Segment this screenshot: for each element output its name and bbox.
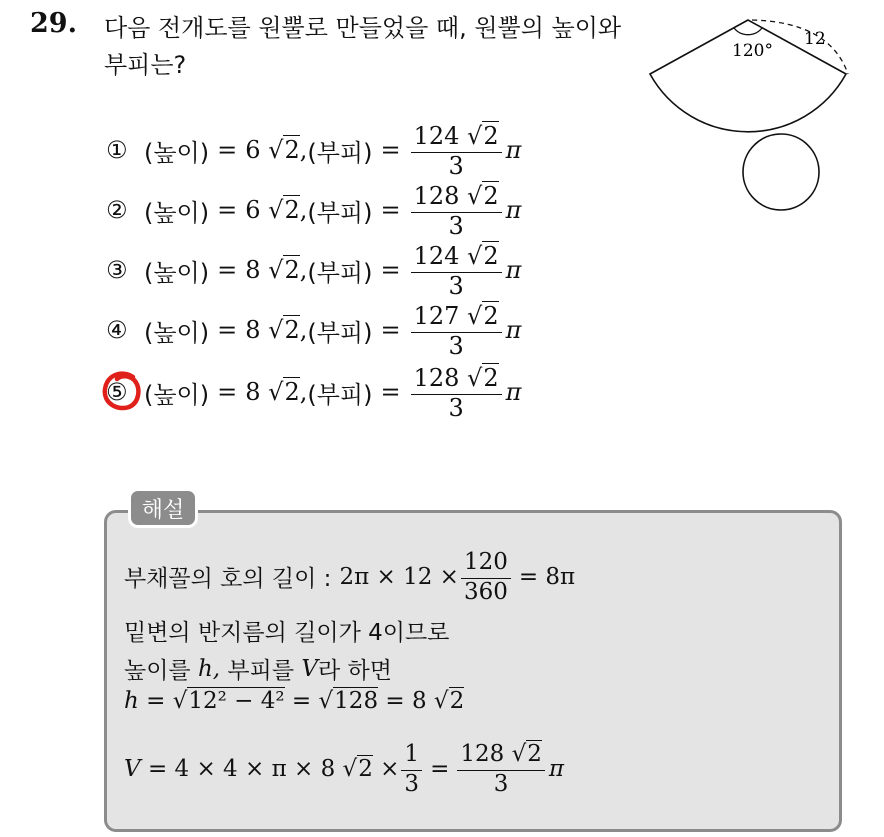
sqrt-expression: √12² − 4² <box>172 688 285 714</box>
arc-length-text: 부채꼴의 호의 길이 : <box>124 566 332 592</box>
choice-number: ② <box>106 196 128 224</box>
choice-2[interactable]: ② (높이) = 6 √2 , (부피) = $\frac{128 √2}{3}$ π <box>106 181 522 240</box>
volume-fraction: $\frac{128 √2}{3}$ <box>411 182 502 239</box>
volume-label: (부피) <box>307 380 373 409</box>
choice-number: ③ <box>106 256 128 284</box>
height-label: (높이) <box>144 138 210 167</box>
height-label: (높이) <box>144 318 210 347</box>
cone-net-figure <box>640 12 870 222</box>
volume-fraction: $\frac{127 √2}{3}$ <box>411 302 502 359</box>
choice-1[interactable]: ① (높이) = 6 √2 , (부피) = $\frac{124 √2}{3}$ π <box>106 121 522 180</box>
question-number: 29. <box>30 8 77 39</box>
choice-number: ④ <box>106 316 128 344</box>
volume-label: (부피) <box>307 138 373 167</box>
solution-line-4: h = √12² − 4² = √128 = 8 √2 <box>124 688 465 714</box>
question-text: 다음 전개도를 원뿔로 만들었을 때, 원뿔의 높이와 부피는? <box>104 14 622 79</box>
arc-length-result: = 8π <box>518 563 576 590</box>
volume-fraction: $\frac{124 √2}{3}$ <box>411 242 502 299</box>
height-value: 8 <box>245 256 261 284</box>
height-value: 6 <box>245 136 261 164</box>
angle-label: 120° <box>732 41 773 61</box>
arc-fraction: $\frac{120}{360}$ <box>461 548 511 605</box>
solution-tag: 해설 <box>128 488 198 528</box>
choice-4[interactable]: ④ (높이) = 8 √2 , (부피) = $\frac{127 √2}{3}$ π <box>106 301 522 360</box>
choice-number: ⑤ <box>106 378 144 406</box>
solution-line-1 <box>124 548 575 605</box>
volume-fraction: $\frac{128 √2}{3}$ <box>457 740 545 797</box>
volume-fraction: $\frac{128 √2}{3}$ <box>411 364 502 421</box>
volume-label: (부피) <box>307 198 373 227</box>
choice-5[interactable]: ⑤ (높이) = 8 √2 , (부피) = $\frac{128 √2}{3}$ π <box>106 364 521 420</box>
solution-line-5: V = 4 × 4 × π × 8 √2 × $\frac{1}{3}$ = $\frac{128 √2}{3}$ π <box>124 741 564 797</box>
solution-line-2: 밑변의 반지름의 길이가 4이므로 <box>124 620 450 646</box>
base-circle <box>743 134 819 210</box>
height-value: 6 <box>245 196 261 224</box>
height-label: (높이) <box>144 380 210 409</box>
one-third-fraction: $\frac{1}{3}$ <box>401 740 422 797</box>
height-value: 8 <box>245 316 261 344</box>
choice-number: ① <box>106 136 128 164</box>
angle-arc <box>734 28 762 35</box>
choice-3[interactable]: ③ (높이) = 8 √2 , (부피) = $\frac{124 √2}{3}$ π <box>106 241 522 300</box>
arc-length-expr: 2π × 12 × <box>339 563 459 590</box>
volume-label: (부피) <box>307 318 373 347</box>
height-label: (높이) <box>144 258 210 287</box>
height-value: 8 <box>245 378 261 406</box>
solution-line-3: 높이를 h, 부피를 V 라 하면 <box>124 655 392 684</box>
volume-label: (부피) <box>307 258 373 287</box>
volume-fraction: $\frac{124 √2}{3}$ <box>411 122 502 179</box>
height-label: (높이) <box>144 198 210 227</box>
length-label: 12 <box>804 29 826 49</box>
